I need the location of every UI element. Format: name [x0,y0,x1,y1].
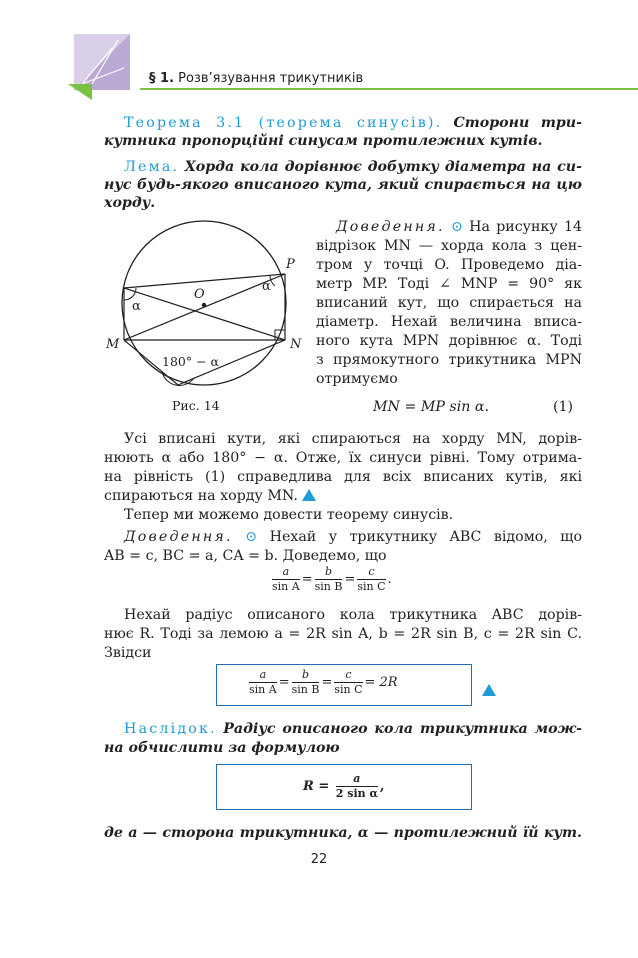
proof1-line-5: вписаний кут, що спирається на [316,295,582,311]
label-alpha-left: α [132,299,141,314]
proof2-line-2: AB = c, BC = a, CA = b. Доведемо, що [104,548,387,564]
frac-a [272,566,300,593]
corner-decoration [68,28,140,100]
para2-line-3: на рівність (1) справедлива для всіх вписаних кутів, які [104,469,582,485]
proof2-text-1: Нехай у трикутнику ABC відомо, що [269,529,582,545]
box-frac-a [249,669,277,696]
proof1-line-4: метр MP. Тоді ∠ MNP = 90° як [316,276,582,292]
lemma-line-3: хорду. [104,195,156,211]
frac-c-den: sin C [357,580,386,593]
final-line: де a — сторона трикутника, α — протилежний їй кут. [104,825,582,841]
radius-frac-den: 2 sin α [335,787,378,800]
lemma-text-1: Хорда кола дорівнює добутку діаметра на си- [184,159,582,175]
running-header [149,71,363,86]
proof2-start-icon: ⊙ [245,529,258,545]
lemma-label: Лема. [124,159,180,175]
box-frac-c-den: sin C [334,683,363,696]
sine-ratio-formula: $\frac{a}{\text{sin A}}$ = $\frac{b}{\text{sin B}}$ = $\frac{c}{\text{sin C}}$ . [272,565,392,593]
frac-c [357,566,385,593]
lemma-line-1 [124,158,582,176]
proof1-formula-number: (1) [553,399,574,415]
theorem-label: Теорема 3.1 (теорема синусів). [124,115,443,131]
label-p: P [286,257,295,272]
corollary-line-2: на обчислити за формулою [104,740,340,756]
proof1-line-9: отримуємо [316,371,398,387]
theorem-line-1 [124,114,582,132]
proof2-label: Доведення. [124,529,233,545]
frac-b-num: b [315,566,343,580]
corner-green-triangle [68,84,92,100]
proof1-line-6: діаметр. Нехай величина вписа- [316,314,582,330]
para2-line-1: Усі вписані кути, які спираються на хорду MN, дорів- [124,431,582,447]
box-frac-b-num: b [292,669,320,683]
proof1-formula: MN = MP sin α. [373,399,489,415]
header-title: Розв’язування трикутників [178,71,364,86]
radius-frac [336,773,378,800]
sine-law-box [216,664,472,706]
page-number: 22 [310,852,328,867]
box-rhs: = 2R [364,675,398,690]
figure-14 [100,218,310,398]
center-point [202,303,206,307]
proof1-line-3: тром у точці O. Проведемо діа- [316,257,582,273]
para4-line-2: нює R. Тоді за лемою a = 2R sin A, b = 2R sin B, c = 2R sin C. [104,626,582,642]
para2-line-2: нюють α або 180° − α. Отже, їх синуси рівні. Тому отрима- [104,450,582,466]
para4-line-3: Звідси [104,645,152,661]
box-frac-c-num: c [334,669,362,683]
header-section: § 1. [149,71,175,86]
proof1-line-8: з прямокутного трикутника MPN [316,352,582,368]
para3: Тепер ми можемо довести теорему синусів. [124,507,454,523]
corollary-line-1 [124,720,582,738]
label-m: M [106,337,120,352]
corollary-text-1: Радіус описаного кола трикутника мож- [223,721,582,737]
frac-a-den: sin A [272,580,300,593]
lemma-line-2: нус будь-якого вписаного кута, який спирається на цю [104,177,582,193]
label-alpha-right: α [262,279,271,294]
radius-frac-num: a [336,773,378,787]
radius-formula-box [216,764,472,810]
line-top [124,274,285,288]
theorem-text-1: Сторони три- [453,115,583,131]
corollary-label: Наслідок. [124,721,217,737]
box-frac-b-den: sin B [291,683,320,696]
radius-lhs: R = [303,779,330,794]
para2-last: спираються на хорду MN. [104,488,298,504]
proof-start-icon: ⊙ [450,219,463,235]
frac-a-num: a [272,566,300,580]
label-n: N [290,337,302,352]
label-o: O [194,287,205,302]
proof1-line-1 [336,218,582,236]
sine-law-formula: $\frac{a}{\text{sin A}}$ = $\frac{b}{\text{sin B}}$ = $\frac{c}{\text{sin C}}$ = 2R [249,668,398,696]
proof1-label: Доведення. [336,219,445,235]
theorem-line-2: кутника пропорційні синусам протилежних кутів. [104,133,543,149]
proof-end-icon [302,489,316,501]
proof1-line-7: ного кута MPN дорівнює α. Тоді [316,333,582,349]
para4-line-1: Нехай радіус описаного кола трикутника ABC дорів- [124,607,582,623]
frac-b-den: sin B [314,580,343,593]
box-frac-a-den: sin A [249,683,277,696]
para2-line-4 [104,487,316,505]
proof1-line-2: відрізок MN — хорда кола з цен- [316,238,582,254]
label-angle-bottom: 180° − α [162,354,219,369]
proof1-text-1: На рисунку 14 [469,219,582,235]
figure-caption: Рис. 14 [172,398,220,413]
radius-comma: , [379,779,385,794]
proof2-line-1 [124,528,582,546]
box-frac-c [334,669,362,696]
proof2-end-icon [482,684,496,696]
radius-formula [303,773,384,800]
box-frac-b [292,669,320,696]
header-rule [140,88,638,90]
box-frac-a-num: a [249,669,277,683]
frac-c-num: c [357,566,385,580]
frac-b [315,566,343,593]
